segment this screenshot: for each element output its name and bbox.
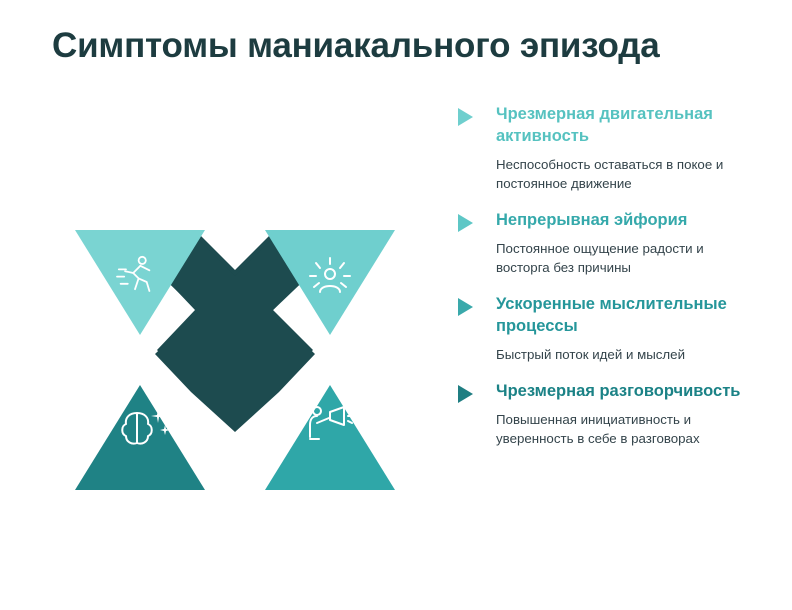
list-item-body: Повышенная инициативность и уверенность в себе в разговорах xyxy=(496,411,700,447)
list-item-heading: Чрезмерная разговорчивость xyxy=(496,382,741,401)
list-item xyxy=(458,104,748,193)
arrow-marker-icon xyxy=(458,298,473,316)
wedge-bottom-right xyxy=(265,385,395,490)
list-item-body: Постоянное ощущение радости и восторга без причины xyxy=(496,240,704,276)
arrow-marker-icon xyxy=(458,108,473,126)
arrow-marker-icon xyxy=(458,385,473,403)
arrow-marker-icon xyxy=(458,214,473,232)
list-item xyxy=(458,294,748,364)
list-item-heading: Непрерывная эйфория xyxy=(496,211,688,230)
page-title: Симптомы маниакального эпизода xyxy=(52,26,660,65)
symptoms-graphic xyxy=(45,160,425,560)
list-item-heading: Ускоренные мыслительные процессы xyxy=(496,295,727,336)
list-item-body: Быстрый поток идей и мыслей xyxy=(496,346,685,362)
list-item-body: Неспособность оставаться в покое и постоянное движение xyxy=(496,156,724,191)
symptoms-list xyxy=(458,104,748,448)
list-item-heading: Чрезмерная двигательная активность xyxy=(496,105,713,145)
wedge-bottom-left xyxy=(75,385,205,490)
list-item xyxy=(458,381,748,448)
list-item xyxy=(458,210,748,277)
